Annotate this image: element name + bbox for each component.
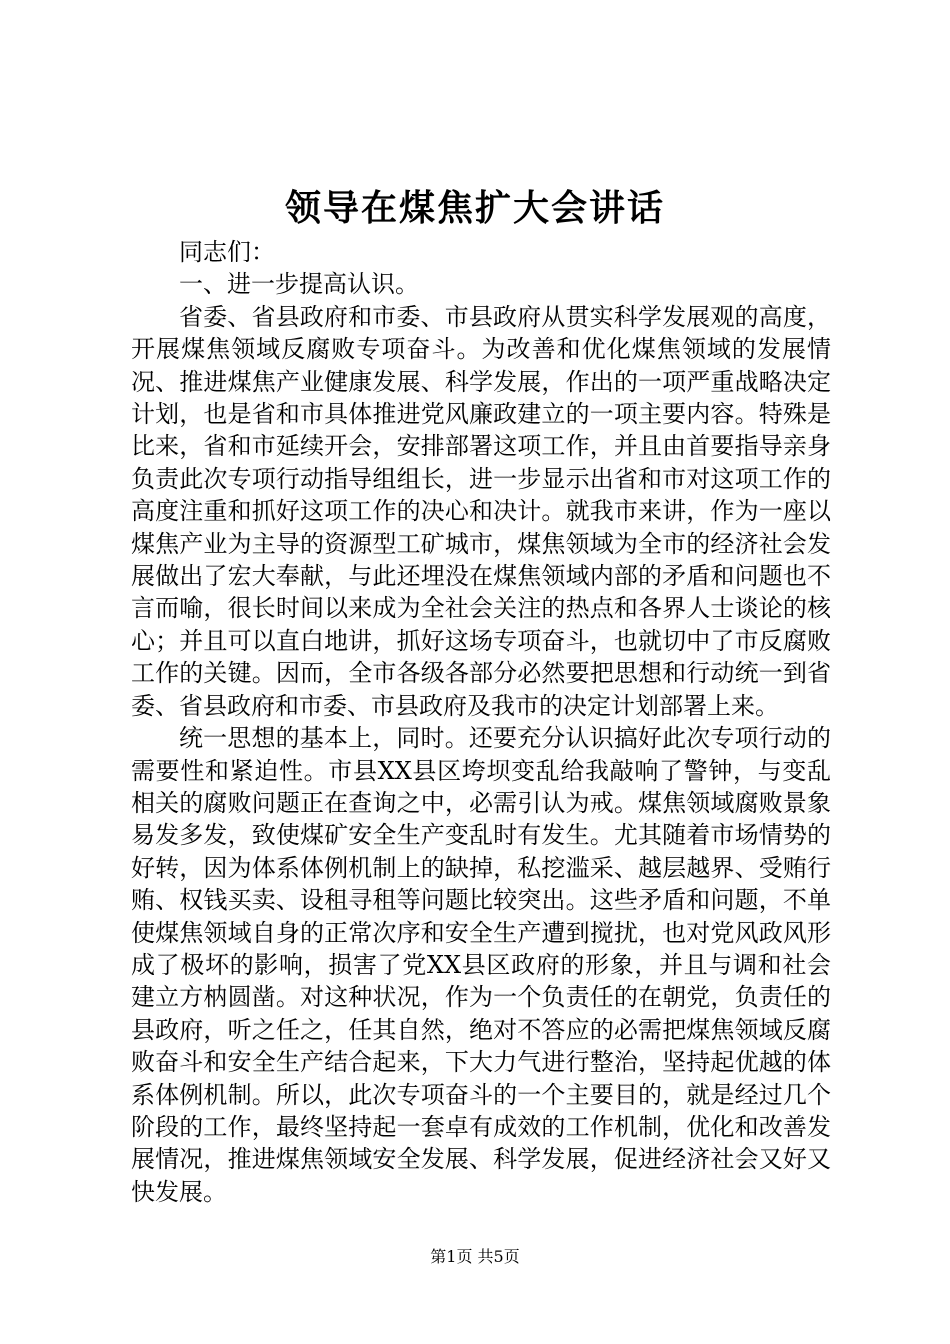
body-paragraph: 统一思想的基本上，同时。还要充分认识搞好此次专项行动的需要性和紧迫性。市县XX县区垮坝变乱给我敲响了警钟，与变乱相关的腐败问题正在查询之中，必需引认为戒。煤焦领域腐败景象易发多发，致使煤矿安全生产变乱时有发生。尤其随着市场情势的好转，因为体系体例机制上的缺掉，私挖滥采、越层越界、受贿行贿、权钱买卖、设租寻租等问题比较突出。这些矛盾和问题，不单使煤焦领域自身的正常次序和安全生产遭到搅扰，也对党风政风形成了极坏的影响，损害了党XX县区政府的形象，并且与调和社会建立方枘圆凿。对这种状况，作为一个负责任的在朝党，负责任的县政府，听之任之，任其自然，绝对不答应的必需把煤焦领域反腐败奋斗和安全生产结合起来，下大力气进行整治，坚持起优越的体系体例机制。所以，此次专项奋斗的一个主要目的，就是经过几个阶段的工作，最终坚持起一套卓有成效的工作机制，优化和改善发展情况，推进煤焦领域安全发展、科学发展，促进经济社会又好又快发展。: [131, 724, 831, 1206]
document-title: 领导在煤焦扩大会讲话: [284, 187, 665, 229]
document-body: [131, 236, 831, 1208]
section-heading: 一、进一步提高认识。: [179, 270, 419, 299]
body-paragraph: 省委、省县政府和市委、市县政府从贯实科学发展观的高度，开展煤焦领域反腐败专项奋斗。为改善和优化煤焦领域的发展情况、推进煤焦产业健康发展、科学发展，作出的一项严重战略决定计划，也是省和市具体推进党风廉政建立的一项主要内容。特殊是比来，省和市延续开会，安排部署这项工作，并且由首要指导亲身负责此次专项行动指导组组长，进一步显示出省和市对这项工作的高度注重和抓好这项工作的决心和决计。就我市来讲，作为一座以煤焦产业为主导的资源型工矿城市，煤焦领域为全市的经济社会发展做出了宏大奉献，与此还埋没在煤焦领域内部的矛盾和问题也不言而喻，很长时间以来成为全社会关注的热点和各界人士谈论的核心；并且可以直白地讲，抓好这场专项奋斗，也就切中了市反腐败工作的关键。因而，全市各级各部分必然要把思想和行动统一到省委、省县政府和市委、市县政府及我市的决定计划部署上来。: [131, 302, 831, 720]
page-number: 第1页 共5页: [430, 1247, 520, 1266]
salutation: 同志们：: [179, 238, 275, 266]
